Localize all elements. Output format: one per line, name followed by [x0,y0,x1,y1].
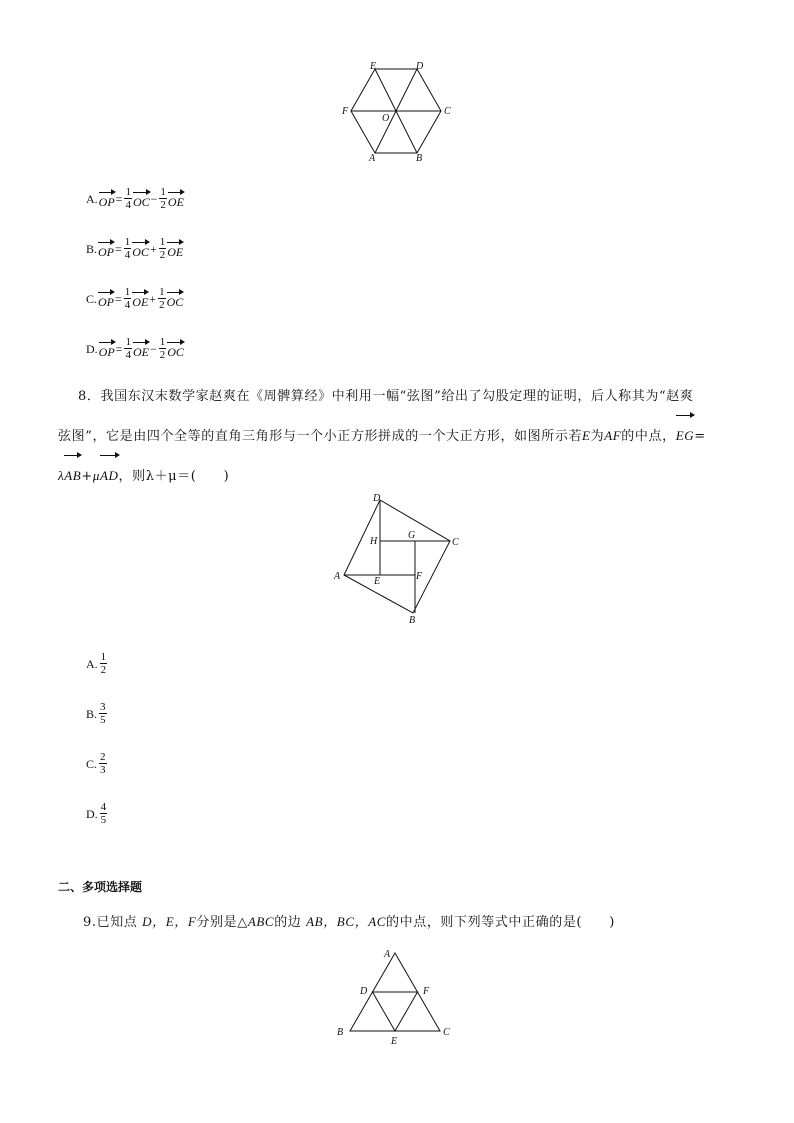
question-9: 9.已知点 D，E，F分别是△ABC的边 AB，BC，AC的中点，则下列等式中正确的是( ) [83,914,615,930]
label-D: D [416,61,424,72]
q7-option-b[interactable]: B. OP = $\frac{1}{4}$ OC + $\frac{1}{2}$ OE [86,236,184,261]
fraction: $\frac{3}{5}$ [100,701,106,726]
label-E: E [391,1036,398,1047]
triangle-figure [325,945,465,1050]
label-C: C [444,106,451,117]
fraction: $\frac{1}{4}$ [125,186,131,211]
label-A: A [384,949,391,960]
label-E: E [374,576,381,587]
fraction: $\frac{1}{4}$ [124,236,131,261]
fraction: $\frac{2}{3}$ [100,751,106,776]
fraction: $\frac{1}{2}$ [160,186,166,211]
label-D: D [373,493,381,504]
fraction: $\frac{4}{5}$ [100,801,107,826]
q8-line-3: λAB+μAD，则λ＋μ＝( ) [58,453,738,493]
label-A: A [334,571,341,582]
label-A: A [369,153,376,164]
fraction: $\frac{1}{2}$ [159,236,166,261]
label-B: B [416,153,423,164]
fraction: $\frac{1}{4}$ [125,336,131,361]
q8-option-a[interactable]: A. $\frac{1}{2}$ [86,651,107,676]
label-C: C [452,537,459,548]
q8-option-c[interactable]: C. $\frac{2}{3}$ [86,751,106,776]
q8-option-d[interactable]: D. $\frac{4}{5}$ [86,801,107,826]
label-O: O [382,113,390,124]
fraction: $\frac{1}{2}$ [159,336,166,361]
label-D: D [360,986,368,997]
label-F: F [423,986,430,997]
zhao-shuang-figure [325,488,475,628]
question-8 [58,380,738,493]
label-E: E [370,61,377,72]
fraction: $\frac{1}{2}$ [100,651,107,676]
q8-line-2: 弦图”，它是由四个全等的直角三角形与一个小正方形拼成的一个大正方形，如图所示若E为AF的中点，EG= [58,413,738,453]
section-heading: 二、多项选择题 [58,880,143,894]
fraction: $\frac{1}{4}$ [124,286,131,311]
q7-option-c[interactable]: C. OP = $\frac{1}{4}$ OE + $\frac{1}{2}$ OC [86,286,184,311]
vector-op: OP [99,190,115,208]
q8-line-1: 8．我国东汉末数学家赵爽在《周髀算经》中利用一幅“弦图”给出了勾股定理的证明，后人称其为“赵爽 [78,389,694,404]
label-G: G [408,530,416,541]
q7-option-a[interactable]: A. OP = $\frac{1}{4}$ OC − $\frac{1}{2}$ OE [86,186,184,211]
label-C: C [443,1027,450,1038]
label-F: F [342,106,349,117]
fraction: $\frac{1}{2}$ [159,286,165,311]
q8-option-b[interactable]: B. $\frac{3}{5}$ [86,701,106,726]
label-F: F [416,571,423,582]
hexagon-figure [330,55,460,165]
label-H: H [370,536,378,547]
label-B: B [337,1027,344,1038]
label-B: B [409,615,416,626]
q7-option-d[interactable]: D. OP = $\frac{1}{4}$ OE − $\frac{1}{2}$ OC [86,336,184,361]
